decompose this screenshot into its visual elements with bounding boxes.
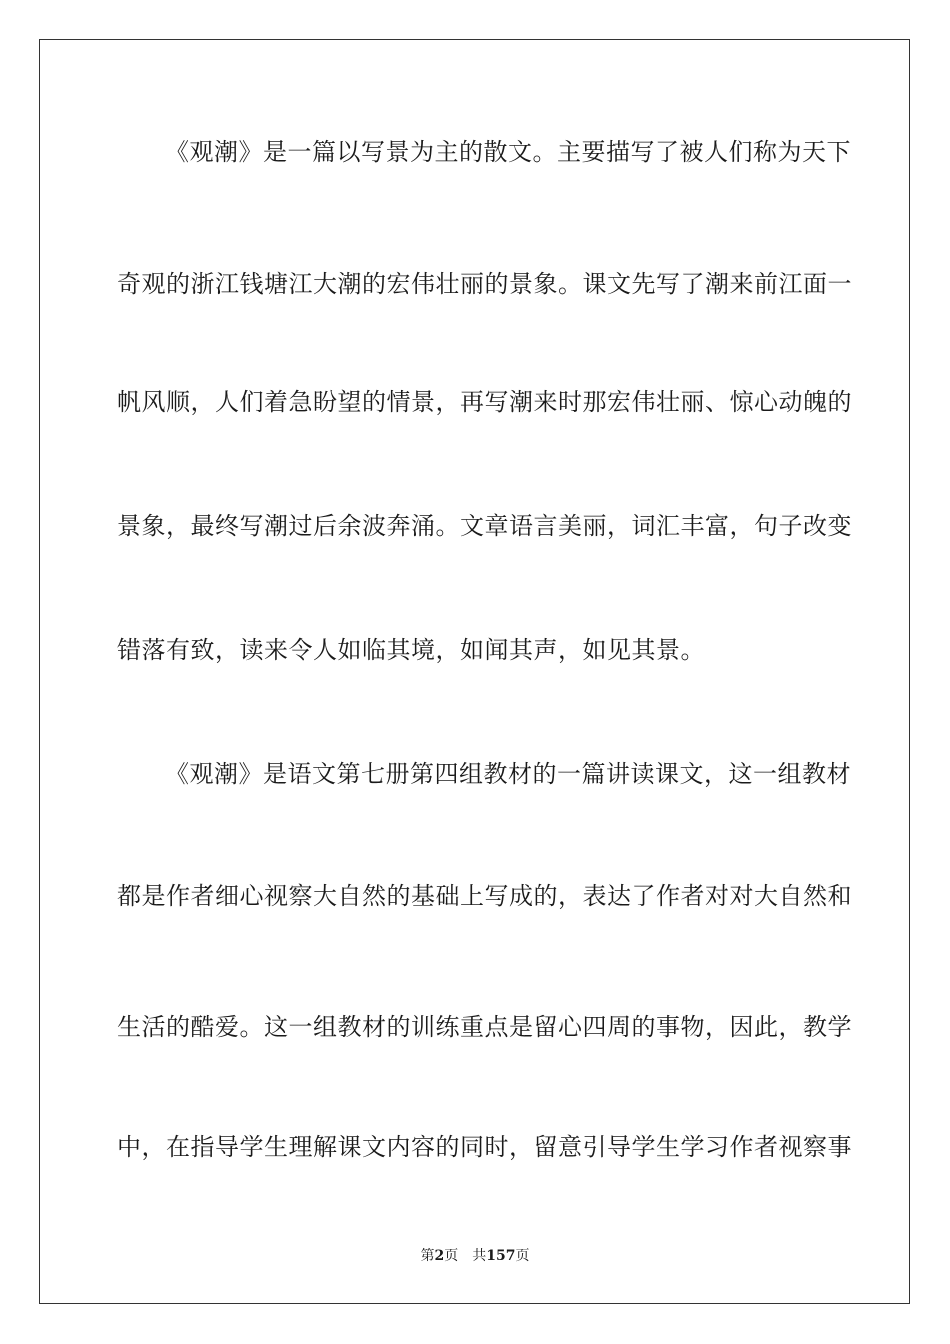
paragraph-1-line-3: 帆风顺，人们着急盼望的情景，再写潮来时那宏伟壮丽、惊心动魄的 xyxy=(117,388,852,416)
paragraph-2-line-2: 都是作者细心视察大自然的基础上写成的，表达了作者对对大自然和 xyxy=(117,882,852,910)
paragraph-1-line-1: 《观潮》是一篇以写景为主的散文。主要描写了被人们称为天下 xyxy=(165,138,851,166)
footer-page-prefix: 第 xyxy=(420,1248,435,1264)
paragraph-2-line-4: 中，在指导学生理解课文内容的同时，留意引导学生学习作者视察事 xyxy=(117,1133,852,1161)
page-border xyxy=(39,39,910,1304)
paragraph-1-line-5: 错落有致，读来令人如临其境，如闻其声，如见其景。 xyxy=(117,636,705,664)
paragraph-1-line-4: 景象，最终写潮过后余波奔涌。文章语言美丽，词汇丰富，句子改变 xyxy=(117,512,852,540)
footer-total-prefix: 共 xyxy=(472,1248,487,1264)
paragraph-1-line-2: 奇观的浙江钱塘江大潮的宏伟壮丽的景象。课文先写了潮来前江面一 xyxy=(117,270,852,298)
footer-page-number: 2 xyxy=(434,1248,445,1264)
paragraph-2-line-3: 生活的酷爱。这一组教材的训练重点是留心四周的事物，因此，教学 xyxy=(117,1013,852,1041)
paragraph-2-line-1: 《观潮》是语文第七册第四组教材的一篇讲读课文，这一组教材 xyxy=(165,760,851,788)
footer-total-suffix: 页 xyxy=(515,1248,530,1264)
footer-total-pages: 157 xyxy=(486,1248,516,1264)
footer-page-suffix: 页 xyxy=(444,1248,459,1264)
page-footer xyxy=(0,1246,950,1266)
